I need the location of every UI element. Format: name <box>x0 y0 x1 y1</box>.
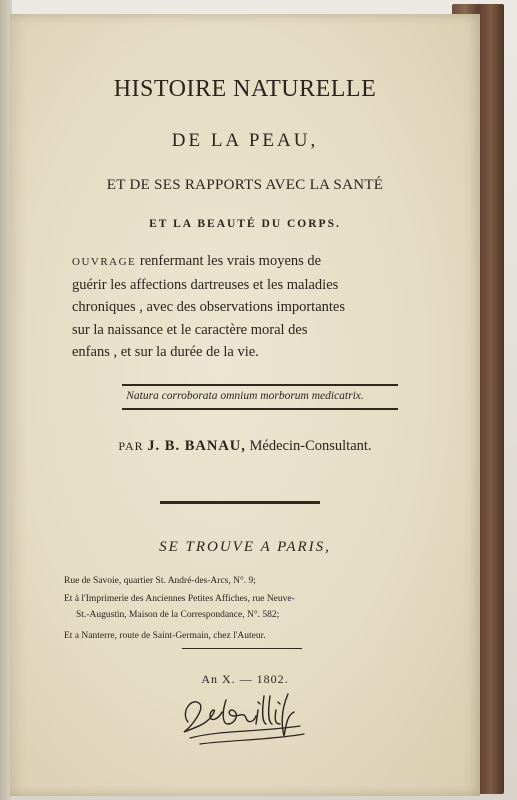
address-line-3: St.-Augustin, Maison de la Correspondance, N°. 582; <box>76 610 280 620</box>
description-line-4: sur la naissance et le caractère moral des <box>72 321 308 338</box>
author-role: Médecin-Consultant. <box>249 438 372 454</box>
date-rule <box>182 648 302 649</box>
title-line-4: ET LA BEAUTÉ DU CORPS. <box>149 218 341 230</box>
title-page <box>10 14 480 796</box>
author-name: J. B. BANAU, <box>147 438 246 454</box>
description-line-3: chroniques , avec des observations importantes <box>72 299 346 315</box>
publication-date: An X. — 1802. <box>201 672 289 686</box>
author-prefix: PAR <box>118 439 144 453</box>
description-line-2: guérir les affections dartreuses et les maladies <box>72 276 339 293</box>
author-line <box>10 438 480 455</box>
motto: Natura corroborata omnium morborum medicatrix. <box>126 390 364 402</box>
address-line-2: Et à l'Imprimerie des Anciennes Petites Affiches, rue Neuve- <box>64 594 295 604</box>
address-line-4: Et a Nanterre, route de Saint-Germain, chez l'Auteur. <box>64 631 266 641</box>
description-line-5: enfans , et sur la durée de la vie. <box>72 344 259 360</box>
title-line-3: ET DE SES RAPPORTS AVEC LA SANTÉ <box>106 177 384 193</box>
middle-rule <box>160 501 320 504</box>
description-lead: OUVRAGE <box>72 256 137 268</box>
description-paragraph <box>72 250 402 364</box>
location-title: SE TROUVE A PARIS, <box>159 539 331 555</box>
bottom-rule <box>122 408 398 410</box>
description-line-1: OUVRAGE renfermant les vrais moyens de <box>72 253 322 269</box>
title-line-2: DE LA PEAU, <box>171 130 319 151</box>
title-line-1: HISTOIRE NATURELLE <box>113 76 377 102</box>
top-rule <box>122 384 398 386</box>
address-line-1: Rue de Savoie, quartier St. André-des-Arcs, N°. 9; <box>64 576 256 586</box>
handwritten-signature <box>170 682 320 752</box>
